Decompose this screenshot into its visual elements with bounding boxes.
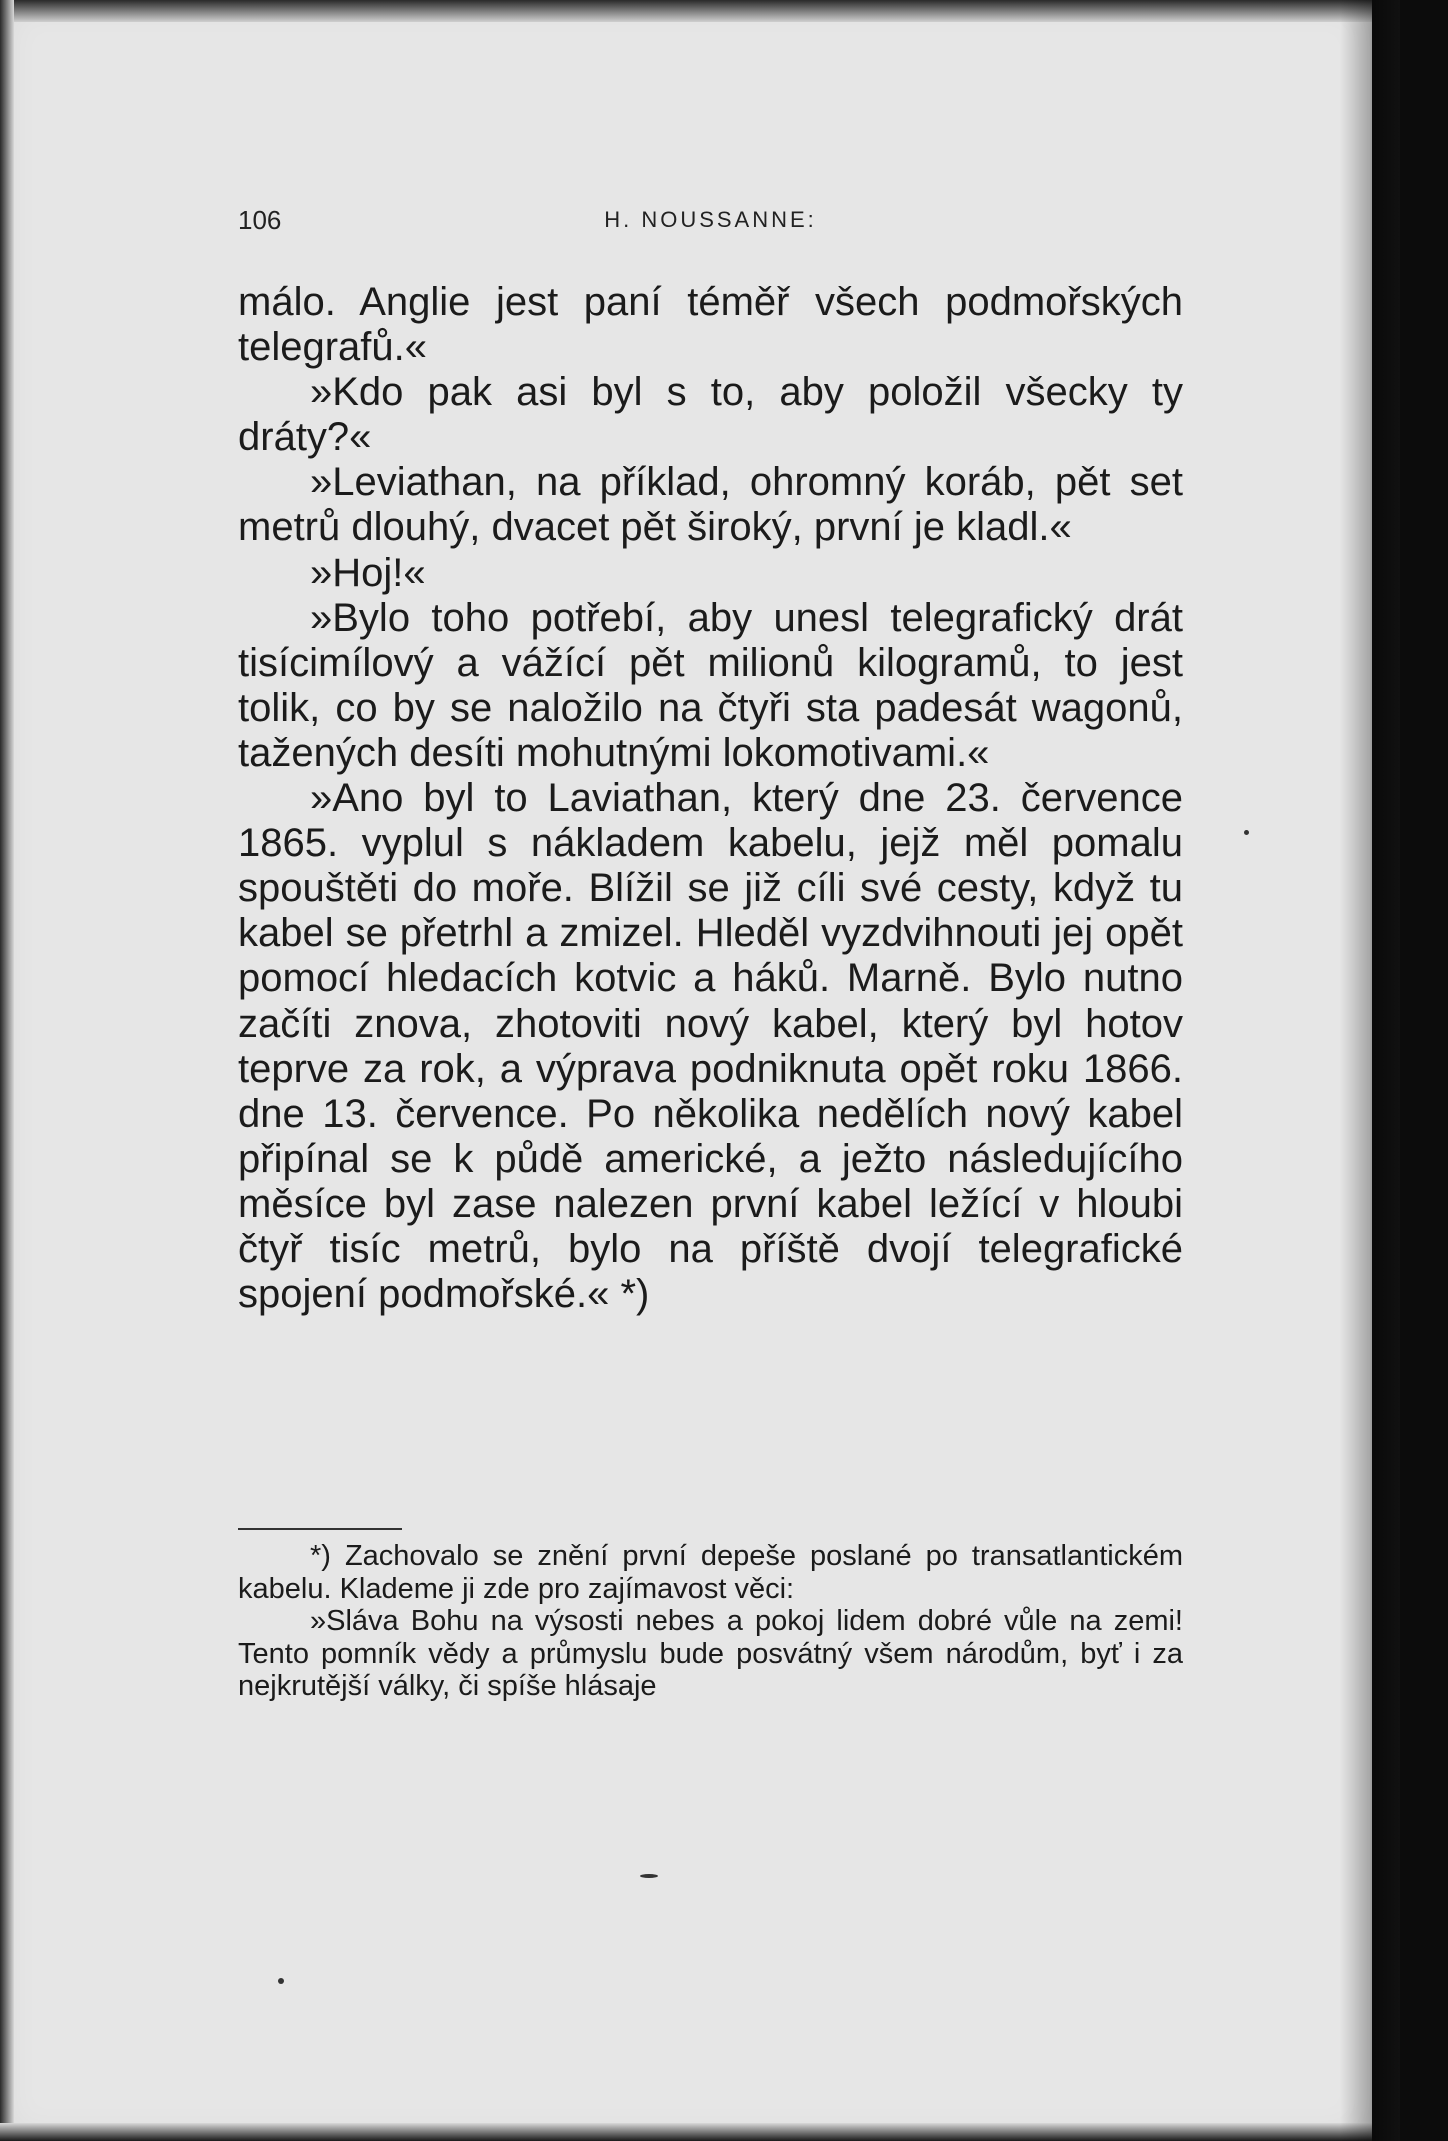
page-top-edge	[0, 0, 1372, 22]
paragraph-4: »Hoj!«	[310, 550, 426, 595]
footnote	[238, 1540, 1183, 1703]
paragraph-6: »Ano byl to Laviathan, který dne 23. července 1865. vyplul s nákladem kabelu, jejž měl pomalu spouštěti do moře. Blížil se již cíli své cesty, když tu kabel se přetrhl a zmizel. Hleděl vyzdvihnouti jej opět pomocí hledacích kotvic a háků. Marně. Bylo nutno začíti znova, zhotoviti nový kabel, který byl hotov teprve za rok, a výprava podniknuta opět roku 1866. dne 13. července. Po několika nedělích nový kabel připínal se k půdě americké, a ježto následujícího měsíce byl zase nalezen první kabel ležící v hloubi čtyř tisíc metrů, bylo na příště dvojí telegrafické spojení podmořské.« *)	[238, 776, 1183, 1317]
paragraph-3: »Leviathan, na příklad, ohromný koráb, pět set metrů dlouhý, dvacet pět široký, první je kladl.«	[238, 460, 1183, 550]
page-bottom-edge	[0, 2123, 1372, 2141]
page-header	[238, 205, 1183, 245]
footnote-rule	[238, 1528, 402, 1530]
page-gutter-shadow	[1340, 0, 1400, 2141]
dust-speck	[278, 1978, 284, 1984]
paragraph-2: »Kdo pak asi byl s to, aby položil všecky ty dráty?«	[238, 370, 1183, 460]
page-left-edge	[0, 0, 14, 2141]
page-number: 106	[238, 205, 282, 235]
footnote-paragraph-2: »Sláva Bohu na výsosti nebes a pokoj lidem dobré vůle na zemi! Tento pomník vědy a průmyslu bude posvátný všem národům, byť i za nejkrutější války, či spíše hlásaje	[238, 1605, 1183, 1702]
paragraph-5: »Bylo toho potřebí, aby unesl telegrafický drát tisícimílový a vážící pět milionů kilogramů, to jest tolik, co by se naložilo na čtyři sta padesát wagonů, tažených desíti mohutnými lokomotivami.«	[238, 595, 1183, 775]
paragraph-1: málo. Anglie jest paní téměř všech podmořských telegrafů.«	[238, 280, 1183, 370]
footnote-paragraph-1: *) Zachovalo se znění první depeše poslané po transatlantickém kabelu. Klademe ji zde pro zajímavost věci:	[238, 1540, 1183, 1605]
body-text	[238, 280, 1183, 1317]
running-head: H. NOUSSANNE:	[604, 207, 817, 232]
dust-speck	[1244, 830, 1249, 835]
dust-speck	[640, 1874, 658, 1878]
